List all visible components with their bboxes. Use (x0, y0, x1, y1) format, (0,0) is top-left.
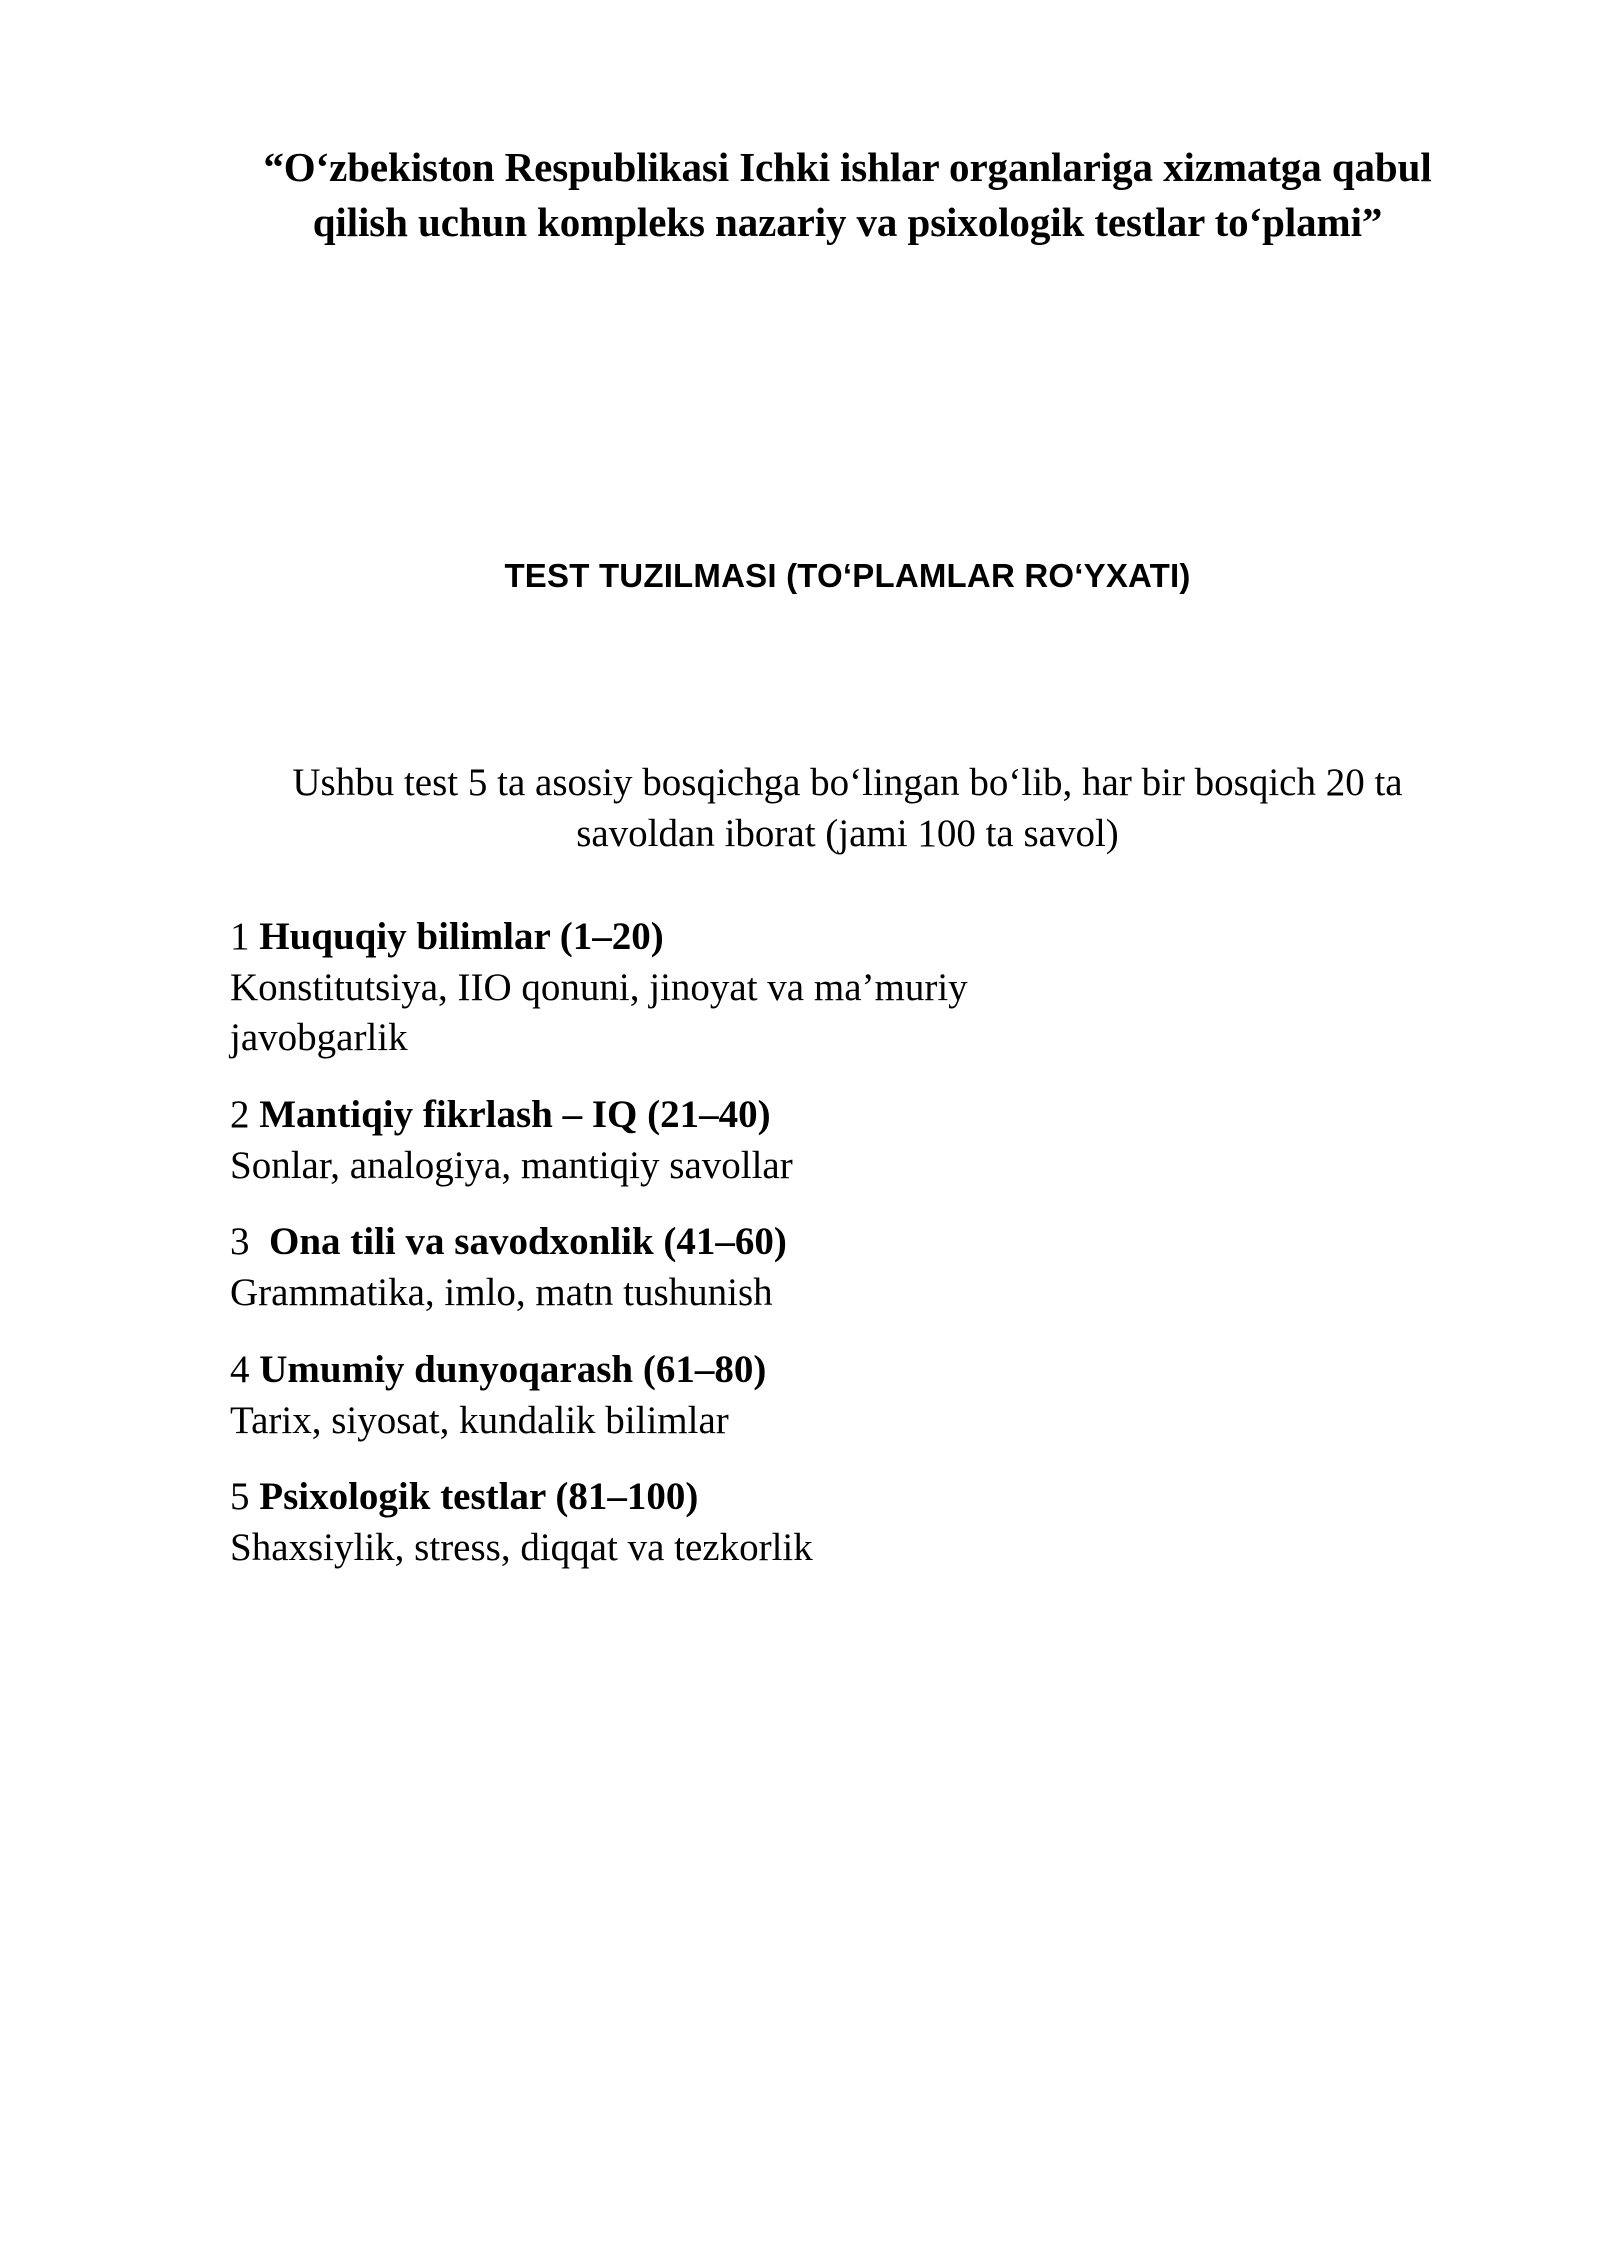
block-heading (230, 912, 1480, 963)
block-number: 4 (230, 1347, 250, 1391)
list-item (230, 912, 1480, 1064)
block-title: Umumiy dunyoqarash (61–80) (259, 1347, 767, 1391)
block-heading (230, 1217, 1480, 1268)
block-description: Shaxsiylik, stress, diqqat va tezkorlik (230, 1525, 813, 1569)
section-heading: TEST TUZILMASI (TOʻPLAMLAR ROʻYXATI) (504, 557, 1191, 594)
block-title: Huquqiy bilimlar (1–20) (259, 915, 664, 958)
block-heading (230, 1472, 1480, 1523)
block-separator (250, 1220, 270, 1263)
list-item (230, 1090, 1480, 1191)
block-title: Ona tili va savodxonlik (41–60) (269, 1220, 787, 1264)
intro-paragraph: Ushbu test 5 ta asosiy bosqichga boʻlingan boʻlib, har bir bosqich 20 ta savoldan iborat (jami 100 ta savol) (292, 761, 1403, 856)
block-number: 3 (230, 1220, 250, 1264)
block-number: 5 (230, 1475, 250, 1519)
block-description: Tarix, siyosat, kundalik bilimlar (230, 1398, 729, 1442)
list-item (230, 1472, 1480, 1573)
block-title: Mantiqiy fikrlash – IQ (21–40) (259, 1093, 771, 1137)
block-separator (250, 1093, 260, 1136)
list-item (230, 1345, 1480, 1446)
block-description: Sonlar, analogiya, mantiqiy savollar (230, 1143, 793, 1187)
block-number: 1 (230, 915, 250, 958)
test-blocks-list (230, 912, 1480, 1574)
page-title: “Oʻzbekiston Respublikasi Ichki ishlar organlariga xizmatga qabul qilish uchun kompleks nazariy va psixologik testlar toʻplami” (263, 144, 1432, 245)
block-heading (230, 1345, 1480, 1396)
block-heading (230, 1090, 1480, 1141)
list-item (230, 1217, 1480, 1318)
block-title: Psixologik testlar (81–100) (259, 1475, 699, 1519)
block-description: Konstitutsiya, IIO qonuni, jinoyat va ma’muriy javobgarlik (230, 965, 968, 1060)
block-separator (250, 1475, 260, 1518)
block-description: Grammatika, imlo, matn tushunish (230, 1271, 773, 1315)
block-separator (250, 915, 260, 958)
block-number: 2 (230, 1093, 250, 1137)
block-separator (250, 1348, 260, 1391)
